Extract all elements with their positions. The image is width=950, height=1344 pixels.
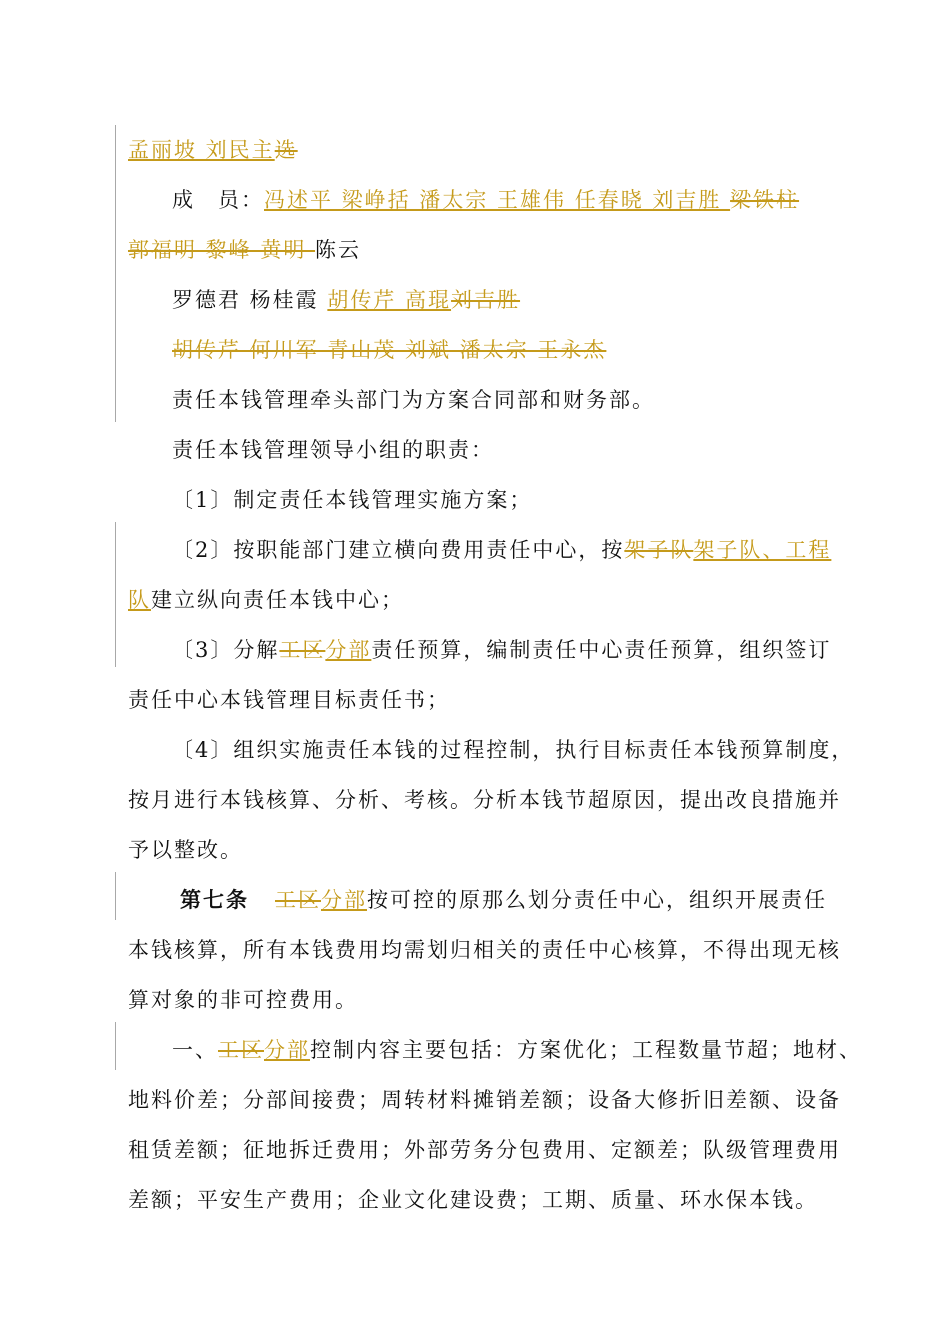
duty-item-4-cont: 予以整改。 [128, 838, 243, 862]
duties-heading: 责任本钱管理领导小组的职责： [172, 438, 494, 462]
control-content-item [172, 1035, 862, 1065]
inserted-text: 分部 [321, 888, 367, 912]
duty-item-2-cont [128, 585, 404, 615]
duty-item-4: 〔4〕组织实施责任本钱的过程控制，执行目标责任本钱预算制度， [172, 738, 855, 762]
control-content-cont: 地料价差；分部间接费；周转材料摊销差额；设备大修折旧差额、设备 [128, 1088, 841, 1112]
deleted-text: 梁铁柱 [730, 188, 800, 212]
inserted-text: 分部 [325, 638, 372, 662]
change-bar [115, 522, 116, 667]
paragraph-text: 责任预算，编制责任中心责任预算，组织签订 [371, 638, 832, 662]
duty-item-3-cont: 责任中心本钱管理目标责任书； [128, 688, 450, 712]
member-line-4 [172, 285, 520, 315]
inserted-text: 队 [128, 588, 151, 612]
member-line-5 [172, 335, 606, 365]
deleted-text: 选 [274, 138, 298, 162]
control-content-cont: 租赁差额；征地拆迁费用；外部劳务分包费用、定额差；队级管理费用 [128, 1138, 841, 1162]
member-name: 陈云 [315, 238, 362, 262]
duty-item-3 [172, 635, 831, 665]
inserted-text: 分部 [264, 1038, 310, 1062]
article-seven-cont: 本钱核算，所有本钱费用均需划归相关的责任中心核算，不得出现无核 [128, 938, 841, 962]
deleted-text: 刘吉胜 [451, 288, 521, 312]
deleted-text: 工区 [279, 638, 326, 662]
article-seven-cont: 算对象的非可控费用。 [128, 988, 358, 1012]
lead-department-text: 责任本钱管理牵头部门为方案合同部和财务部。 [172, 388, 655, 412]
duty-item-1: 〔1〕制定责任本钱管理实施方案； [172, 488, 533, 512]
change-bar [115, 1022, 116, 1070]
deleted-text: 工区 [218, 1038, 264, 1062]
article-seven [180, 885, 827, 915]
duty-item-2 [172, 535, 831, 565]
paragraph-text: 建立纵向责任本钱中心； [151, 588, 404, 612]
deleted-text: 胡传芹 何川军 青山茂 刘斌 潘太宗 王永杰 [172, 338, 607, 362]
paragraph-text: 控制内容主要包括：方案优化；工程数量节超；地材、 [310, 1038, 862, 1062]
paragraph-text: 〔2〕按职能部门建立横向费用责任中心，按 [172, 538, 625, 562]
item-number: 一、 [172, 1038, 218, 1062]
control-content-cont: 差额；平安生产费用；企业文化建设费；工期、质量、环水保本钱。 [128, 1188, 818, 1212]
member-line-1 [128, 135, 298, 165]
member-names: 罗德君 杨桂霞 [172, 288, 328, 312]
inserted-text: 冯述平 梁峥括 潘太宗 王雄伟 任春晓 刘吉胜 [264, 188, 731, 212]
inserted-text: 胡传芹 高琨 [327, 288, 452, 312]
article-number: 第七条 [180, 887, 249, 912]
paragraph-text: 〔3〕分解 [172, 638, 280, 662]
member-line-3 [128, 235, 361, 265]
deleted-text: 郭福明 黎峰 黄明 [128, 238, 316, 262]
members-line [172, 185, 799, 215]
deleted-text: 工区 [275, 888, 321, 912]
duty-item-4-cont: 按月进行本钱核算、分析、考核。分析本钱节超原因，提出改良措施并 [128, 788, 841, 812]
change-bar [115, 872, 116, 920]
inserted-text: 孟丽坡 刘民主 [128, 138, 275, 162]
deleted-text: 架子队 [624, 538, 694, 562]
change-bar [115, 125, 116, 422]
paragraph-text: 按可控的原那么划分责任中心，组织开展责任 [367, 888, 827, 912]
members-label: 成 员： [172, 188, 264, 212]
inserted-text: 架子队、工程 [693, 538, 832, 562]
